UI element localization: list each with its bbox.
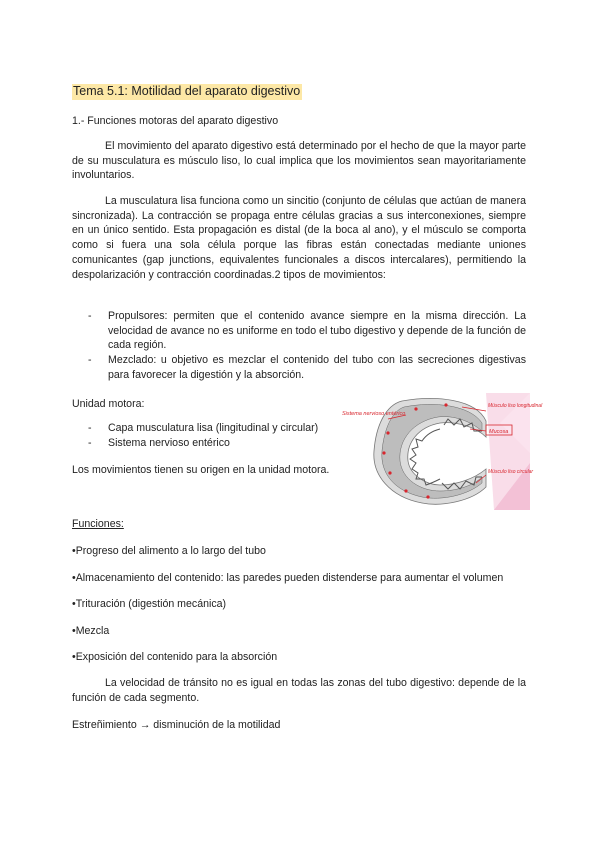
label-mucosa: Mucosa [489, 429, 509, 435]
label-circular: Músculo liso circular [488, 469, 534, 475]
list-item [88, 436, 338, 451]
page-title: Tema 5.1: Motilidad del aparato digestivo [73, 84, 301, 98]
motor-unit-label: Unidad motora: [72, 398, 145, 410]
constipation-line: Estreñimiento → disminución de la motilidad [72, 719, 281, 731]
label-enteric: Sistema nervioso entérico [342, 411, 406, 417]
motor-unit-muscle: Capa musculatura lisa (lingitudinal y circular) [108, 422, 319, 434]
digestive-tube-diagram [336, 393, 543, 510]
section-heading: 1.- Funciones motoras del aparato digestivo [72, 115, 279, 127]
dash-marker: - [88, 436, 92, 449]
functions-heading: Funciones: [72, 518, 124, 530]
label-longitudinal: Músculo liso longitudinal [488, 403, 543, 409]
dash-marker: - [88, 354, 92, 367]
list-item [88, 353, 526, 382]
movement-propulsive: Propulsores: permiten que el contenido avance siempre en la misma dirección. La velocidad de avance no es uniforme en todo el tubo digestivo y depende de la función de cada región. [108, 310, 526, 352]
function-item: •Exposición del contenido para la absorción [72, 651, 278, 663]
transit-paragraph: La velocidad de tránsito no es igual en todas las zonas del tubo digestivo: depende de la función de cada segmento. [72, 677, 526, 704]
function-item: •Mezcla [72, 625, 110, 637]
list-item [88, 309, 526, 353]
function-item: •Progreso del alimento a lo largo del tubo [72, 545, 266, 557]
movement-mixing: Mezclado: u objetivo es mezclar el contenido del tubo con las secreciones digestivas para favorecer la digestión y la absorción. [108, 354, 526, 381]
motor-unit-sentence: Los movimientos tienen su origen en la unidad motora. [72, 464, 330, 476]
paragraph-smooth-muscle: El movimiento del aparato digestivo está determinado por el hecho de que la mayor parte de su musculatura es músculo liso, lo cual implica que los movimientos sean mayoritariamente involuntarios. [72, 140, 526, 182]
function-item: •Trituración (digestión mecánica) [72, 598, 227, 610]
list-item [88, 421, 338, 436]
movement-types-list [88, 309, 526, 383]
dash-marker: - [88, 310, 92, 322]
paragraph-syncytium: La musculatura lisa funciona como un sincitio (conjunto de células que actúan de manera sincronizada). La contracción se propaga entre células gracias a sus interconexiones, siempre en un único sentido. Esta propagación es distal (de la boca al ano), y el músculo se comporta como si fuera una sola célula porque las fibras están conectadas mediante uniones comunicantes (gap junctions, equivalentes funcionales a discos intercalares), permitiendo la despolarización y contracción coordinadas.2 tipos de movimientos: [72, 195, 526, 281]
dash-marker: - [88, 422, 92, 434]
function-item: •Almacenamiento del contenido: las paredes pueden distenderse para aumentar el volumen [72, 572, 504, 584]
motor-unit-list [88, 421, 338, 450]
diagram-svg [336, 393, 543, 510]
motor-unit-nervous: Sistema nervioso entérico [108, 436, 230, 449]
